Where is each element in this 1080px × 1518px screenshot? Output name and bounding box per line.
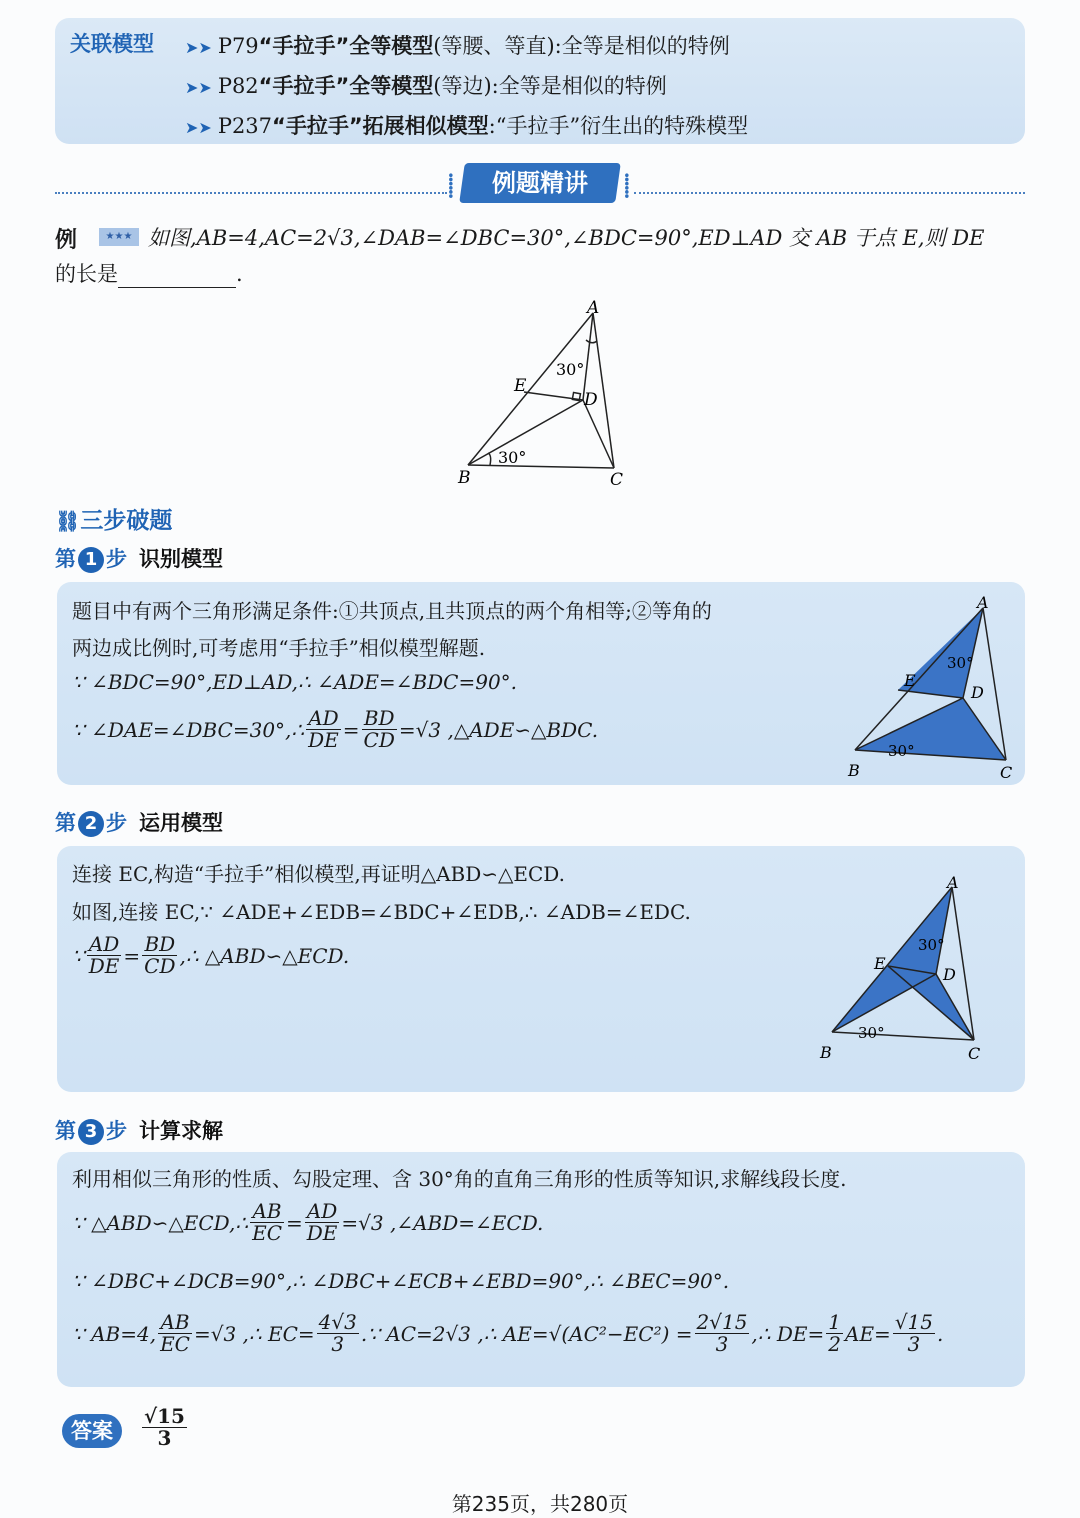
step-formula: ∵ AB=4, $\frac{AB}{EC}$ =√3 ,∴ EC= $\frac{4√3}{3}$ .∵ AC=2√3 ,∴ AE=√(AC²−EC²) = $\frac{2√15}{3}$ ,∴ DE= $\frac{1}{2}$ AE= $\frac{√15}{3}$ .	[72, 1310, 944, 1356]
label-C: C	[968, 1044, 981, 1063]
label-A: A	[977, 593, 989, 612]
problem-text-2: 的长是 .	[55, 262, 243, 286]
step-text: 利用相似三角形的性质、勾股定理、含 30°角的直角三角形的性质等知识,求解线段长度.	[72, 1167, 847, 1191]
angle-label: 30°	[498, 448, 527, 467]
related-item[interactable]: ➤➤ P237“手拉手”拓展相似模型:“手拉手”衍生出的特殊模型	[185, 114, 749, 138]
related-item[interactable]: ➤➤ P82“手拉手”全等模型(等边):全等是相似的特例	[185, 74, 667, 98]
label-D: D	[584, 390, 598, 410]
answer-value: $\frac{√15}{3}$	[144, 1404, 185, 1450]
double-chevron-icon: ➤➤	[185, 118, 212, 137]
tick-right-icon: ⸽	[624, 174, 630, 199]
page-footer: 第235页，共280页	[451, 1492, 629, 1516]
problem-figure	[440, 295, 650, 495]
angle-label: 30°	[556, 360, 585, 379]
double-chevron-icon: ➤➤	[185, 78, 212, 97]
label-D: D	[943, 965, 956, 984]
angle-label: 30°	[888, 742, 915, 760]
step-2-header: 第 2 步 运用模型	[55, 811, 223, 835]
label-D: D	[971, 683, 984, 702]
label-E: E	[904, 671, 916, 690]
step-formula: ∵ △ABD∽△ECD,∴ $\frac{AB}{EC}$ = $\frac{AD}{DE}$ =√3 ,∠ABD=∠ECD.	[72, 1199, 544, 1245]
angle-label: 30°	[947, 654, 974, 672]
three-steps-title: ⛓三步破题	[55, 508, 173, 534]
divider-right	[634, 192, 1025, 194]
label-B: B	[820, 1043, 832, 1062]
label-A: A	[947, 873, 959, 892]
label-A: A	[587, 298, 600, 318]
step-3-header: 第 3 步 计算求解	[55, 1119, 223, 1143]
label-E: E	[874, 954, 886, 973]
step-1-figure	[840, 590, 1025, 782]
step-text: ∵ ∠BDC=90°,ED⊥AD,∴ ∠ADE=∠BDC=90°.	[72, 670, 518, 694]
step-text: 题目中有两个三角形满足条件:①共顶点,且共顶点的两个角相等;②等角的	[72, 599, 712, 623]
difficulty-stars: ★★★	[99, 228, 139, 246]
answer-blank[interactable]	[118, 267, 236, 288]
step-formula: ∵ $\frac{AD}{DE}$ = $\frac{BD}{CD}$ ,∴ △ABD∽△ECD.	[72, 932, 350, 978]
label-B: B	[848, 761, 860, 780]
step-2-figure	[812, 870, 1002, 1065]
label-C: C	[1000, 763, 1013, 782]
step-text: 两边成比例时,可考虑用“手拉手”相似模型解题.	[72, 636, 486, 660]
link-icon: ⛓	[55, 509, 81, 533]
related-item[interactable]: ➤➤ P79“手拉手”全等模型(等腰、等直):全等是相似的特例	[185, 34, 730, 58]
step-text: ∵ ∠DBC+∠DCB=90°,∴ ∠DBC+∠ECB+∠EBD=90°,∴ ∠BEC=90°.	[72, 1269, 730, 1293]
step-text: 如图,连接 EC,∵ ∠ADE+∠EDB=∠BDC+∠EDB,∴ ∠ADB=∠EDC.	[72, 900, 691, 924]
double-chevron-icon: ➤➤	[185, 38, 212, 57]
angle-label: 30°	[918, 936, 945, 954]
step-1-header: 第 1 步 识别模型	[55, 547, 223, 571]
example-label: 例	[55, 228, 78, 253]
label-B: B	[458, 468, 471, 488]
tick-left-icon: ⸽	[448, 174, 454, 199]
related-models-title: 关联模型	[70, 32, 154, 56]
problem-text: 如图,AB=4,AC=2√3,∠DAB=∠DBC=30°,∠BDC=90°,ED⊥AD 交 AB 于点 E,则 DE	[148, 226, 985, 250]
divider-left	[55, 192, 447, 194]
step-text: 连接 EC,构造“手拉手”相似模型,再证明△ABD∽△ECD.	[72, 862, 565, 886]
answer-badge: 答案	[62, 1414, 122, 1448]
angle-label: 30°	[858, 1024, 885, 1042]
step-formula: ∵ ∠DAE=∠DBC=30°,∴ $\frac{AD}{DE}$ = $\frac{BD}{CD}$ =√3 ,△ADE∽△BDC.	[72, 706, 599, 752]
section-title: 例题精讲	[459, 163, 621, 203]
label-C: C	[610, 470, 624, 490]
label-E: E	[514, 376, 527, 396]
